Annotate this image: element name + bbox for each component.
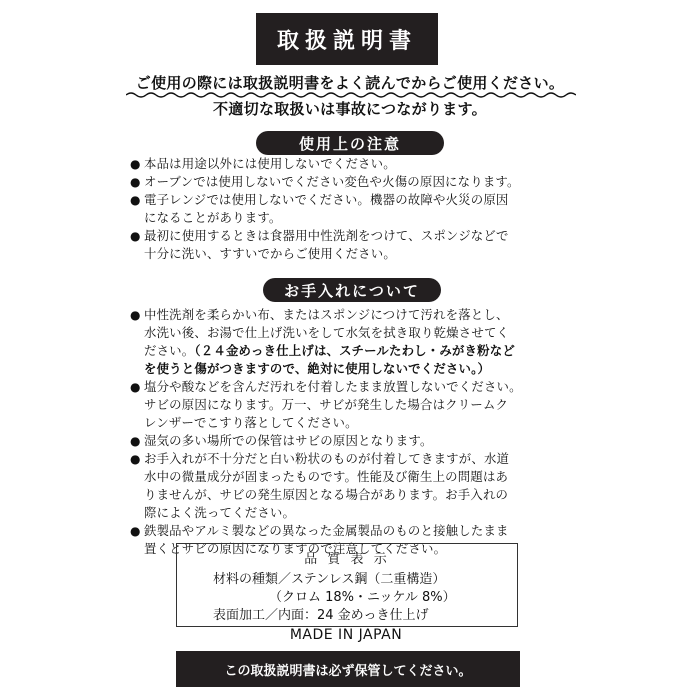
care-item-line: サビの原因になります。万一、サビが発生した場合はクリームク <box>144 397 509 412</box>
usage-item-line: 十分に洗い、すすいでからご使用ください。 <box>144 246 396 261</box>
quality-surface-finish: 表面加工／内面：24 金めっき仕上げ <box>213 608 429 623</box>
bullet-icon: ● <box>130 308 141 322</box>
quality-label-box <box>176 543 518 627</box>
document-title: 取扱説明書 <box>256 13 438 65</box>
care-item-line: 置くとサビの原因になりますので注意してください。 <box>144 541 447 556</box>
quality-composition: （クロム 18%・ニッケル 8%） <box>269 590 456 605</box>
footer-banner: この取扱説明書は必ず保管してください。 <box>176 651 520 687</box>
care-item-line: レンザーでこすり落としてください。 <box>144 415 358 430</box>
care-item-line: お手入れが不十分だと白い粉状のものが付着してきますが、水道 <box>144 451 510 466</box>
bullet-icon: ● <box>130 193 141 207</box>
made-in-label: MADE IN JAPAN <box>289 627 403 643</box>
bullet-icon: ● <box>130 524 141 538</box>
care-item <box>130 306 560 378</box>
quality-title: 品 質 表 示 <box>304 552 390 567</box>
usage-list <box>130 155 560 263</box>
usage-item-line: 本品は用途以外には使用しないでください。 <box>144 156 396 171</box>
care-item-line: 塩分や酸などを含んだ汚れを付着したまま放置しないでください。 <box>144 379 522 394</box>
intro-line-2: 不適切な取扱いは事故につながります。 <box>213 100 487 118</box>
bullet-icon: ● <box>130 452 141 466</box>
bullet-icon: ● <box>130 380 141 394</box>
care-item-line: 際によく洗ってください。 <box>144 505 296 520</box>
usage-item <box>130 173 560 191</box>
bullet-icon: ● <box>130 229 141 243</box>
usage-item <box>130 227 560 263</box>
care-item-line: 水洗い後、お湯で仕上げ洗いをして水気を拭き取り乾燥させてく <box>144 325 510 340</box>
usage-item <box>130 155 560 173</box>
quality-material: 材料の種類／ステンレス鋼（二重構造） <box>213 572 446 587</box>
bullet-icon: ● <box>130 175 141 189</box>
care-item <box>130 450 560 522</box>
care-item-line: 鉄製品やアルミ製などの異なった金属製品のものと接触したまま <box>144 523 509 538</box>
usage-item-line: になることがあります。 <box>144 210 282 225</box>
care-item-line: ださい。 <box>144 343 195 358</box>
usage-item-line: オーブンでは使用しないでください変色や火傷の原因になります。 <box>144 174 520 189</box>
usage-item-line: 最初に使用するときは食器用中性洗剤をつけて、スポンジなどで <box>144 228 509 243</box>
bullet-icon: ● <box>130 434 141 448</box>
care-item-line: 湿気の多い場所での保管はサビの原因となります。 <box>144 433 433 448</box>
care-list <box>130 306 560 558</box>
usage-heading: 使用上の注意 <box>256 131 444 155</box>
care-item <box>130 432 560 450</box>
intro-line-1: ご使用の際には取扱説明書をよく読んでからご使用ください。 <box>135 74 565 92</box>
care-warning-bold: （２４金めっき仕上げは、スチールたわし・みがき粉など <box>194 343 515 358</box>
usage-item <box>130 191 560 227</box>
care-item-line: 中性洗剤を柔らかい布、またはスポンジにつけて汚れを落とし、 <box>144 307 509 322</box>
care-heading: お手入れについて <box>263 278 441 302</box>
care-item-line: りませんが、サビの発生原因となる場合があります。お手入れの <box>144 487 509 502</box>
care-warning-bold: を使うと傷がつきますので、絶対に使用しないでください。） <box>144 361 491 376</box>
care-item-line: 水中の微量成分が固まったものです。性能及び衛生上の問題はあ <box>144 469 509 484</box>
care-item <box>130 378 560 432</box>
bullet-icon: ● <box>130 157 141 171</box>
usage-item-line: 電子レンジでは使用しないでください。機器の故障や火災の原因 <box>144 192 509 207</box>
